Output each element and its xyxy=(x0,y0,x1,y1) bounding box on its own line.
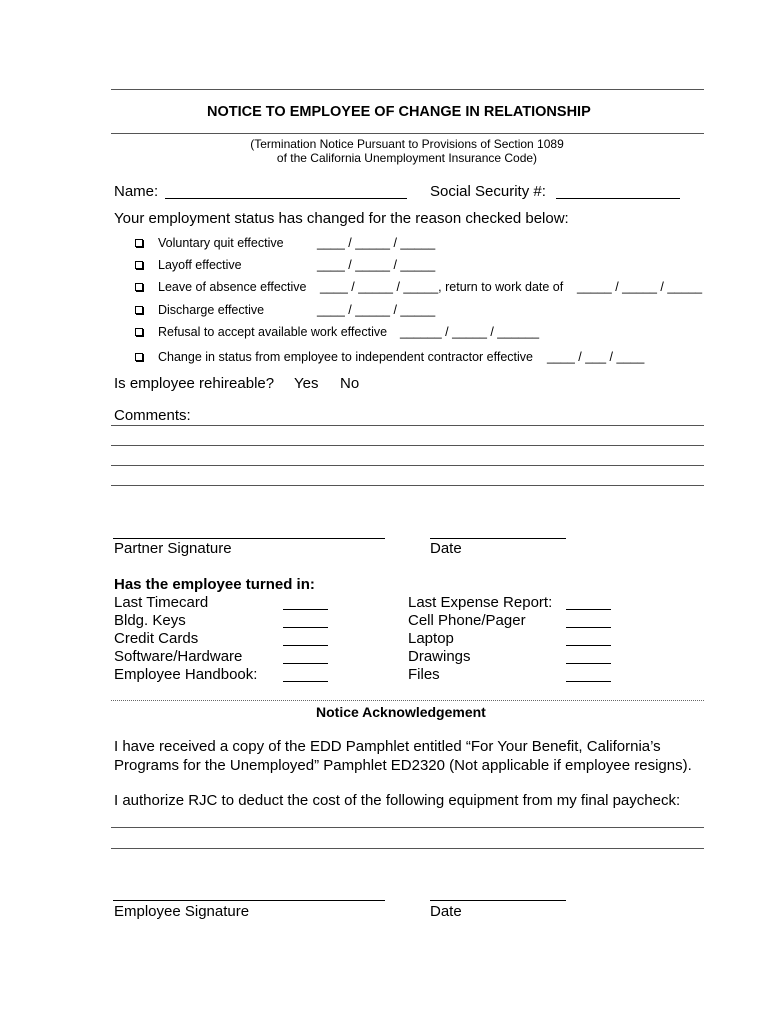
ssn-field[interactable] xyxy=(556,198,680,199)
rehire-no[interactable]: No xyxy=(340,375,360,392)
turned-in-item: Last Timecard xyxy=(114,594,209,611)
reason-date[interactable]: ____ / ___ / ____ xyxy=(547,350,645,364)
comments-line[interactable] xyxy=(111,485,704,486)
turned-in-blank[interactable] xyxy=(283,663,328,664)
employee-signature-label: Employee Signature xyxy=(114,903,250,920)
turned-in-item: Employee Handbook: xyxy=(114,666,258,683)
comments-line[interactable] xyxy=(111,425,704,426)
turned-in-blank[interactable] xyxy=(566,663,611,664)
checkbox-leave-of-absence[interactable] xyxy=(135,283,143,291)
reason-label: Change in status from employee to independent contractor effective xyxy=(158,350,533,364)
checkbox-discharge[interactable] xyxy=(135,306,143,314)
name-label: Name: xyxy=(114,183,159,200)
turned-in-blank[interactable] xyxy=(283,609,328,610)
ack-line-2: Programs for the Unemployed” Pamphlet ED2320 (Not applicable if employee resigns). xyxy=(114,757,692,774)
reason-date[interactable]: ____ / _____ / _____ xyxy=(317,303,436,317)
subtitle-line-1: (Termination Notice Pursuant to Provisions of Section 1089 xyxy=(250,137,564,151)
name-field[interactable] xyxy=(165,198,407,199)
turned-in-item: Credit Cards xyxy=(114,630,199,647)
rehire-yes[interactable]: Yes xyxy=(294,375,319,392)
turned-in-item: Last Expense Report: xyxy=(408,594,553,611)
title-rule xyxy=(111,133,704,134)
partner-signature-field[interactable] xyxy=(113,538,385,539)
subtitle-line-2: of the California Unemployment Insurance Code) xyxy=(276,151,538,165)
reason-label: Leave of absence effective xyxy=(158,280,307,294)
turned-in-blank[interactable] xyxy=(566,645,611,646)
return-date[interactable]: _____ / _____ / _____ xyxy=(577,280,703,294)
section-divider xyxy=(111,700,704,701)
partner-date-label: Date xyxy=(430,540,462,557)
deduct-line[interactable] xyxy=(111,827,704,828)
deduct-text: I authorize RJC to deduct the cost of the following equipment from my final paycheck: xyxy=(114,792,681,809)
checkbox-refusal[interactable] xyxy=(135,328,143,336)
top-rule xyxy=(111,89,704,90)
deduct-line[interactable] xyxy=(111,848,704,849)
rehire-label: Is employee rehireable? xyxy=(114,375,275,392)
partner-date-field[interactable] xyxy=(430,538,566,539)
turned-in-item: Bldg. Keys xyxy=(114,612,186,629)
reason-label: Discharge effective xyxy=(158,303,265,317)
turned-in-item: Files xyxy=(408,666,440,683)
turned-in-item: Drawings xyxy=(408,648,471,665)
checkbox-independent-contractor[interactable] xyxy=(135,353,143,361)
turned-in-heading: Has the employee turned in: xyxy=(114,576,315,593)
reason-label: Layoff effective xyxy=(158,258,242,272)
reason-label: Refusal to accept available work effective xyxy=(158,325,388,339)
reason-date[interactable]: ______ / _____ / ______ xyxy=(400,325,540,339)
comments-line[interactable] xyxy=(111,465,704,466)
turned-in-blank[interactable] xyxy=(283,645,328,646)
turned-in-item: Software/Hardware xyxy=(114,648,243,665)
partner-signature-label: Partner Signature xyxy=(114,540,232,557)
reason-label: Voluntary quit effective xyxy=(158,236,284,250)
turned-in-blank[interactable] xyxy=(566,681,611,682)
employee-date-field[interactable] xyxy=(430,900,566,901)
turned-in-blank[interactable] xyxy=(283,627,328,628)
ack-heading: Notice Acknowledgement xyxy=(316,704,486,720)
turned-in-item: Cell Phone/Pager xyxy=(408,612,526,629)
checkbox-layoff[interactable] xyxy=(135,261,143,269)
reason-date[interactable]: ____ / _____ / _____ xyxy=(317,236,436,250)
reason-date[interactable]: ____ / _____ / _____, return to work date of xyxy=(320,280,564,294)
ack-line-1: I have received a copy of the EDD Pamphlet entitled “For Your Benefit, California’s xyxy=(114,738,661,755)
turned-in-blank[interactable] xyxy=(566,609,611,610)
turned-in-blank[interactable] xyxy=(283,681,328,682)
form-title: NOTICE TO EMPLOYEE OF CHANGE IN RELATIONSHIP xyxy=(207,104,591,120)
checkbox-voluntary-quit[interactable] xyxy=(135,239,143,247)
comments-label: Comments: xyxy=(114,407,191,424)
employee-date-label: Date xyxy=(430,903,462,920)
turned-in-blank[interactable] xyxy=(566,627,611,628)
employee-signature-field[interactable] xyxy=(113,900,385,901)
status-prompt: Your employment status has changed for the reason checked below: xyxy=(114,210,569,227)
turned-in-item: Laptop xyxy=(408,630,454,647)
ssn-label: Social Security #: xyxy=(430,183,546,200)
comments-line[interactable] xyxy=(111,445,704,446)
reason-date[interactable]: ____ / _____ / _____ xyxy=(317,258,436,272)
